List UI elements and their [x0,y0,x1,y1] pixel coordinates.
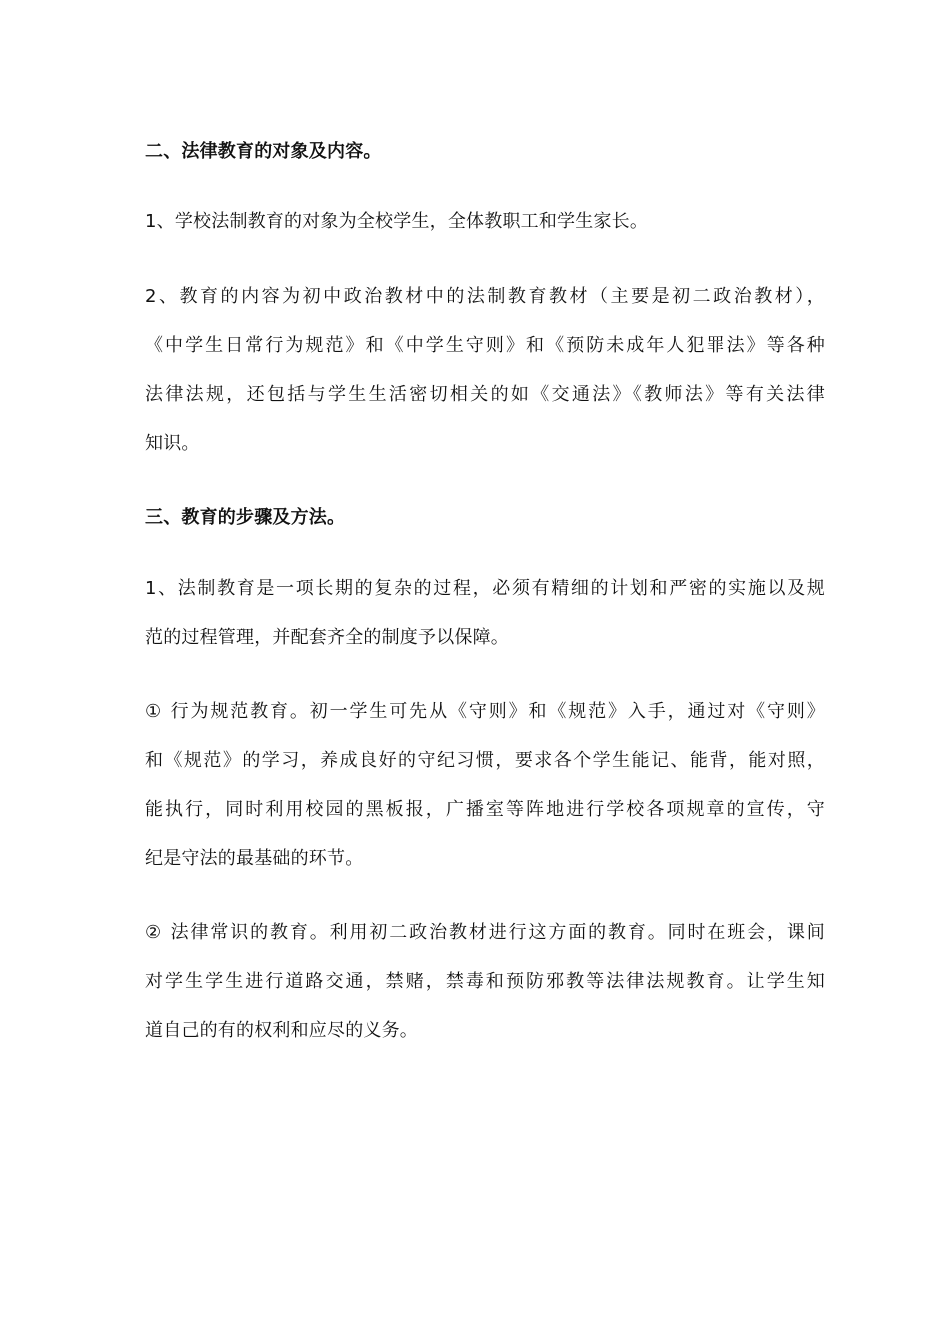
section3-item1-line: 范的过程管理，并配套齐全的制度予以保障。 [145,627,509,648]
section3-point1-line: 和《规范》的学习，养成良好的守纪习惯，要求各个学生能记、能背，能对照， [145,750,825,771]
section2-item1: 1、学校法制教育的对象为全校学生，全体教职工和学生家长。 [145,211,649,232]
section3-point1-line: ① 行为规范教育。初一学生可先从《守则》和《规范》入手，通过对《守则》 [145,701,825,722]
section2-item2-line: 法律法规，还包括与学生生活密切相关的如《交通法》《教师法》等有关法律 [145,384,825,405]
section3-point2-line: ② 法律常识的教育。利用初二政治教材进行这方面的教育。同时在班会，课间 [145,922,825,943]
section-heading-2: 二、法律教育的对象及内容。 [145,141,382,162]
section3-point1-line: 能执行，同时利用校园的黑板报，广播室等阵地进行学校各项规章的宣传，守 [145,799,825,820]
section3-point1-line: 纪是守法的最基础的环节。 [145,848,364,869]
section3-item1-line: 1、法制教育是一项长期的复杂的过程，必须有精细的计划和严密的实施以及规 [145,578,825,599]
section-heading-3: 三、教育的步骤及方法。 [145,507,346,528]
section2-item2-line: 2、教育的内容为初中政治教材中的法制教育教材（主要是初二政治教材）， [145,286,825,307]
section2-item2-line: 知识。 [145,433,200,454]
section3-point2-line: 道自己的有的权利和应尽的义务。 [145,1020,418,1041]
section3-point2-line: 对学生学生进行道路交通，禁赌，禁毒和预防邪教等法律法规教育。让学生知 [145,971,825,992]
section2-item2-line: 《中学生日常行为规范》和《中学生守则》和《预防未成年人犯罪法》等各种 [145,335,825,356]
